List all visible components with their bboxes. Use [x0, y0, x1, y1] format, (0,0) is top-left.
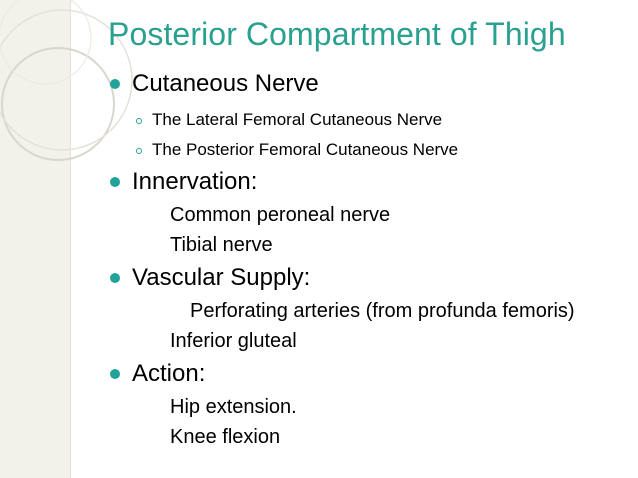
bullet-dot-icon [110, 369, 120, 379]
indented-line: Inferior gluteal [170, 330, 297, 352]
indented-line: Common peroneal nerve [170, 204, 391, 226]
bullet-label: Action: [132, 360, 206, 387]
sub-bullet [110, 110, 630, 130]
bullet-action [110, 360, 630, 388]
sub-bullet [110, 140, 630, 160]
bullet-cutaneous-nerve [110, 70, 630, 98]
bullet-innervation [110, 168, 630, 196]
indented-line: Knee flexion [170, 426, 281, 448]
slide-title: Posterior Compartment of Thigh [108, 16, 566, 52]
sub-bullet-text: The Posterior Femoral Cutaneous Nerve [152, 140, 459, 159]
bullet-label: Innervation: [132, 168, 258, 195]
indented-line: Hip extension. [170, 396, 297, 418]
bullet-dot-icon [110, 79, 120, 89]
indented-line: Tibial nerve [170, 234, 273, 256]
sub-bullet-text: The Lateral Femoral Cutaneous Nerve [152, 110, 443, 129]
indented-wrapped-line: Perforating arteries (from profunda femoris) [190, 300, 575, 322]
bullet-label: Vascular Supply: [132, 264, 311, 291]
bullet-dot-icon [110, 273, 120, 283]
left-decorative-band [0, 0, 71, 478]
slide-content [110, 70, 630, 450]
sub-bullet-ring-icon [136, 148, 142, 154]
sub-bullet-ring-icon [136, 118, 142, 124]
bullet-dot-icon [110, 177, 120, 187]
bullet-label: Cutaneous Nerve [132, 70, 319, 97]
bullet-vascular-supply [110, 264, 630, 292]
